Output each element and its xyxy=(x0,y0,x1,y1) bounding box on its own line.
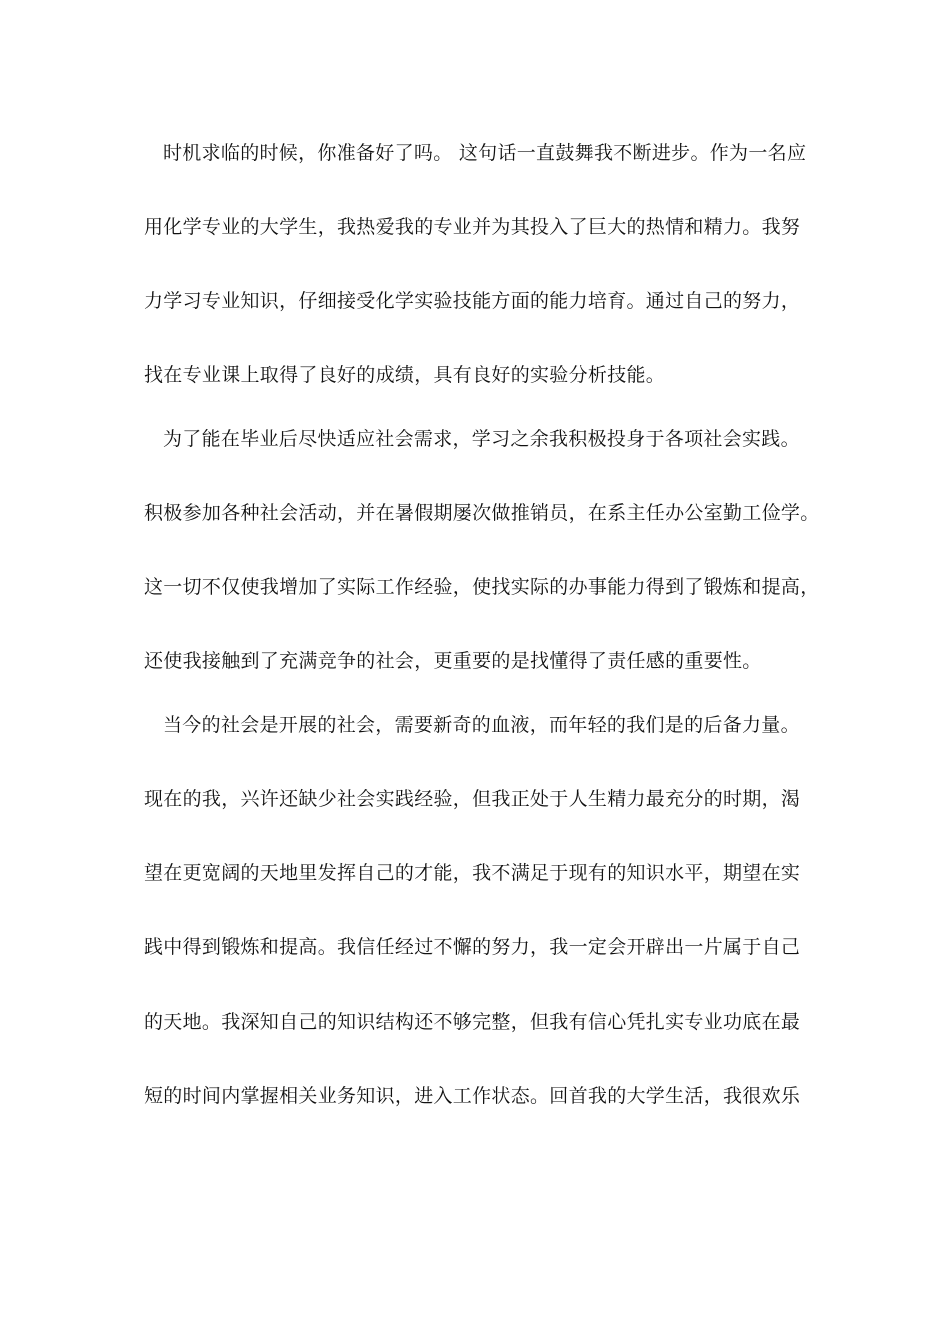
paragraph-3-line-3: 望在更宽阔的天地里发挥自己的才能，我不满足于现有的知识水平，期望在实 xyxy=(144,862,801,884)
paragraph-1-line-4: 找在专业课上取得了良好的成绩，具有良好的实验分析技能。 xyxy=(144,364,666,386)
paragraph-3-line-4: 践中得到锻炼和提高。我信任经过不懈的努力，我一定会开辟出一片属于自己 xyxy=(144,936,801,958)
paragraph-3-line-2: 现在的我，兴许还缺少社会实践经验，但我正处于人生精力最充分的时期，渴 xyxy=(144,788,801,810)
paragraph-3-line-1: 当今的社会是开展的社会，需要新奇的血液，而年轻的我们是的后备力量。 xyxy=(163,714,800,736)
paragraph-1-line-3: 力学习专业知识，仔细接受化学实验技能方面的能力培育。通过自己的努力， xyxy=(144,290,801,312)
paragraph-3-line-6: 短的时间内掌握相关业务知识，进入工作状态。回首我的大学生活，我很欢乐 xyxy=(144,1085,801,1107)
paragraph-2-line-1: 为了能在毕业后尽快适应社会需求，学习之余我积极投身于各项社会实践。 xyxy=(163,428,800,450)
paragraph-3-line-5: 的天地。我深知自己的知识结构还不够完整，但我有信心凭扎实专业功底在最 xyxy=(144,1011,801,1033)
paragraph-1-line-2: 用化学专业的大学生，我热爱我的专业并为其投入了巨大的热情和精力。我努 xyxy=(144,216,801,238)
paragraph-2-line-4: 还使我接触到了充满竞争的社会，更重要的是找懂得了责任感的重要性。 xyxy=(144,650,762,672)
paragraph-1-line-1: 时机求临的时候，你准备好了吗。 这句话一直鼓舞我不断进步。作为一名应 xyxy=(163,142,807,164)
paragraph-2-line-2: 积极参加各种社会活动，并在暑假期屡次做推销员，在系主任办公室勤工俭学。 xyxy=(144,502,820,524)
paragraph-2-line-3: 这一切不仅使我增加了实际工作经验，使找实际的办事能力得到了锻炼和提高， xyxy=(144,576,820,598)
